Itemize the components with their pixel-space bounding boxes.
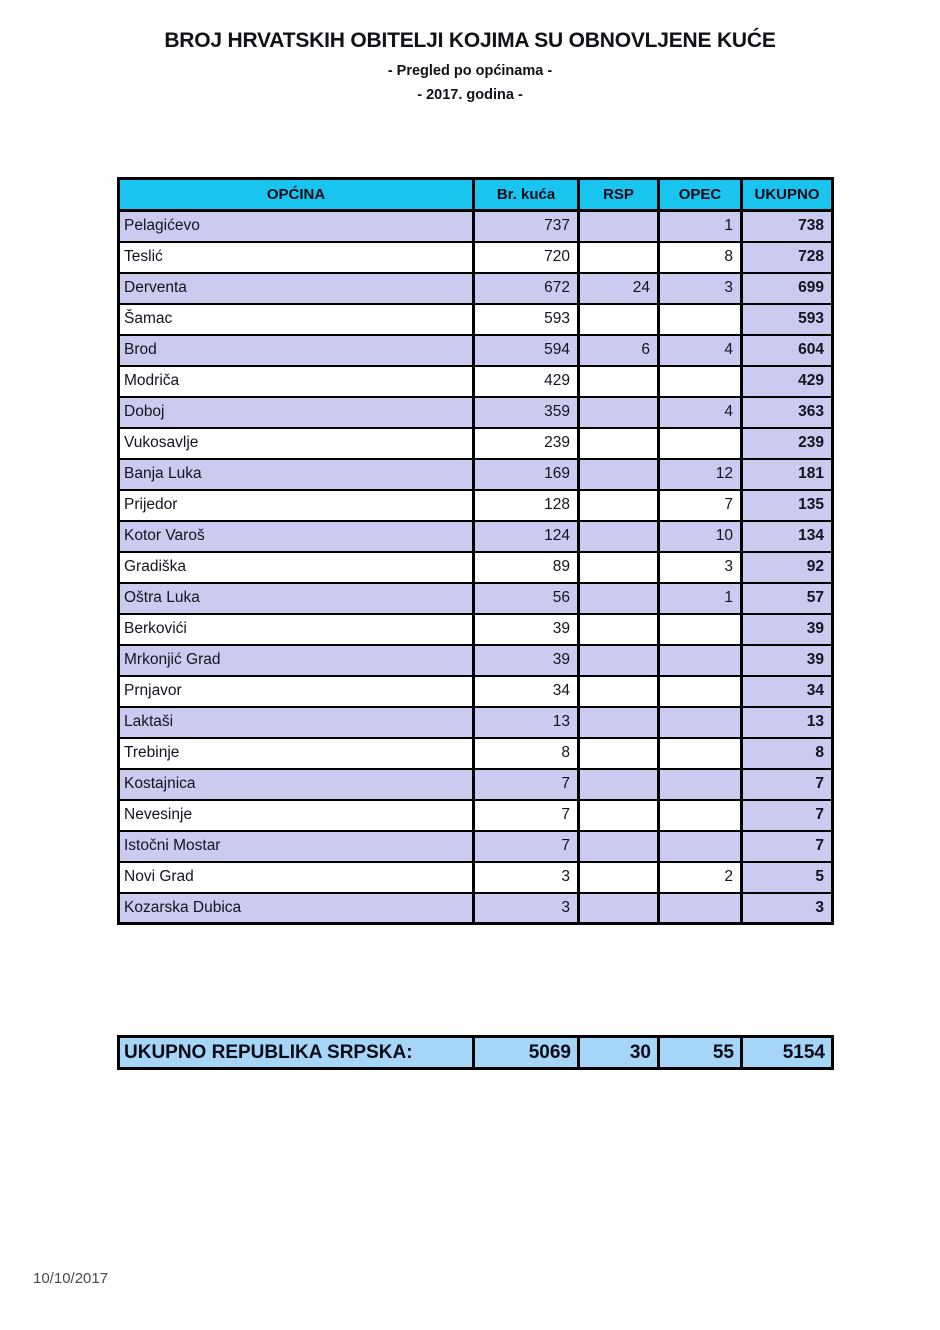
- value-cell: [579, 862, 659, 893]
- value-cell: 34: [474, 676, 579, 707]
- value-cell: [579, 614, 659, 645]
- value-cell: 737: [474, 211, 579, 242]
- value-cell: [579, 800, 659, 831]
- value-cell: [659, 676, 742, 707]
- report-subtitle-year: - 2017. godina -: [417, 87, 523, 103]
- row-total-cell: 7: [742, 769, 833, 800]
- value-cell: [659, 800, 742, 831]
- municipality-cell: Modriča: [119, 366, 474, 397]
- table-row: [119, 893, 833, 924]
- value-cell: 3: [474, 893, 579, 924]
- value-cell: 3: [474, 862, 579, 893]
- value-cell: [659, 893, 742, 924]
- table-row: [119, 800, 833, 831]
- municipality-cell: Trebinje: [119, 738, 474, 769]
- row-total-cell: 5: [742, 862, 833, 893]
- row-total-cell: 135: [742, 490, 833, 521]
- value-cell: 359: [474, 397, 579, 428]
- municipality-cell: Kozarska Dubica: [119, 893, 474, 924]
- value-cell: [659, 738, 742, 769]
- value-cell: 720: [474, 242, 579, 273]
- row-total-cell: 604: [742, 335, 833, 366]
- row-total-cell: 3: [742, 893, 833, 924]
- value-cell: 2: [659, 862, 742, 893]
- table-row: [119, 304, 833, 335]
- municipality-cell: Derventa: [119, 273, 474, 304]
- table-row: [119, 831, 833, 862]
- value-cell: [579, 304, 659, 335]
- value-cell: [579, 428, 659, 459]
- municipality-cell: Istočni Mostar: [119, 831, 474, 862]
- value-cell: 239: [474, 428, 579, 459]
- value-cell: 12: [659, 459, 742, 490]
- grand-total-row: [119, 1037, 833, 1069]
- value-cell: [659, 831, 742, 862]
- value-cell: [579, 490, 659, 521]
- value-cell: [579, 738, 659, 769]
- value-cell: 4: [659, 335, 742, 366]
- value-cell: 1: [659, 211, 742, 242]
- value-cell: [579, 211, 659, 242]
- value-cell: 593: [474, 304, 579, 335]
- value-cell: [579, 831, 659, 862]
- report-subtitle-overview: - Pregled po općinama -: [387, 63, 553, 79]
- grand-total-value: 5154: [742, 1037, 833, 1069]
- municipality-cell: Laktaši: [119, 707, 474, 738]
- value-cell: 169: [474, 459, 579, 490]
- value-cell: 7: [474, 800, 579, 831]
- table-row: [119, 738, 833, 769]
- table-row: [119, 614, 833, 645]
- grand-total-value: 5069: [474, 1037, 579, 1069]
- table-row: [119, 242, 833, 273]
- municipality-cell: Novi Grad: [119, 862, 474, 893]
- table-row: [119, 862, 833, 893]
- value-cell: [659, 645, 742, 676]
- municipality-cell: Pelagićevo: [119, 211, 474, 242]
- value-cell: [659, 366, 742, 397]
- row-total-cell: 699: [742, 273, 833, 304]
- table-row: [119, 707, 833, 738]
- table-row: [119, 769, 833, 800]
- value-cell: [579, 366, 659, 397]
- table-header-row: [119, 179, 833, 211]
- value-cell: 89: [474, 552, 579, 583]
- value-cell: [579, 707, 659, 738]
- value-cell: [659, 304, 742, 335]
- table-row: [119, 335, 833, 366]
- grand-total-value: 55: [659, 1037, 742, 1069]
- row-total-cell: 363: [742, 397, 833, 428]
- value-cell: [579, 583, 659, 614]
- column-header-opec: OPEC: [659, 179, 742, 211]
- row-total-cell: 181: [742, 459, 833, 490]
- row-total-cell: 8: [742, 738, 833, 769]
- municipality-cell: Banja Luka: [119, 459, 474, 490]
- value-cell: 24: [579, 273, 659, 304]
- column-header-rsp: RSP: [579, 179, 659, 211]
- municipality-cell: Kotor Varoš: [119, 521, 474, 552]
- row-total-cell: 7: [742, 800, 833, 831]
- grand-total-table: [117, 1035, 834, 1070]
- municipality-cell: Oštra Luka: [119, 583, 474, 614]
- municipalities-table: [117, 177, 834, 925]
- value-cell: 56: [474, 583, 579, 614]
- municipality-cell: Nevesinje: [119, 800, 474, 831]
- value-cell: 13: [474, 707, 579, 738]
- table-row: [119, 273, 833, 304]
- municipality-cell: Vukosavlje: [119, 428, 474, 459]
- row-total-cell: 239: [742, 428, 833, 459]
- row-total-cell: 593: [742, 304, 833, 335]
- value-cell: [579, 769, 659, 800]
- table-row: [119, 676, 833, 707]
- row-total-cell: 728: [742, 242, 833, 273]
- print-date: 10/10/2017: [33, 1270, 109, 1287]
- row-total-cell: 39: [742, 645, 833, 676]
- municipality-cell: Berkovići: [119, 614, 474, 645]
- value-cell: 4: [659, 397, 742, 428]
- municipality-cell: Mrkonjić Grad: [119, 645, 474, 676]
- row-total-cell: 738: [742, 211, 833, 242]
- table-row: [119, 583, 833, 614]
- table-row: [119, 211, 833, 242]
- table-row: [119, 459, 833, 490]
- column-header-ukupno: UKUPNO: [742, 179, 833, 211]
- value-cell: 3: [659, 273, 742, 304]
- value-cell: [579, 893, 659, 924]
- municipality-cell: Šamac: [119, 304, 474, 335]
- value-cell: 10: [659, 521, 742, 552]
- municipality-cell: Gradiška: [119, 552, 474, 583]
- value-cell: 7: [474, 831, 579, 862]
- value-cell: 3: [659, 552, 742, 583]
- row-total-cell: 92: [742, 552, 833, 583]
- value-cell: [579, 521, 659, 552]
- value-cell: [579, 645, 659, 676]
- value-cell: 594: [474, 335, 579, 366]
- value-cell: [579, 242, 659, 273]
- report-title: BROJ HRVATSKIH OBITELJI KOJIMA SU OBNOVLJENE KUĆE: [164, 29, 776, 52]
- value-cell: 6: [579, 335, 659, 366]
- value-cell: [579, 459, 659, 490]
- row-total-cell: 429: [742, 366, 833, 397]
- row-total-cell: 134: [742, 521, 833, 552]
- municipality-cell: Prijedor: [119, 490, 474, 521]
- municipality-cell: Prnjavor: [119, 676, 474, 707]
- table-row: [119, 645, 833, 676]
- value-cell: 7: [474, 769, 579, 800]
- value-cell: 672: [474, 273, 579, 304]
- column-header-br-ku-a: Br. kuća: [474, 179, 579, 211]
- value-cell: [659, 428, 742, 459]
- value-cell: 39: [474, 614, 579, 645]
- value-cell: [659, 614, 742, 645]
- municipality-cell: Brod: [119, 335, 474, 366]
- column-header-op-ina: OPĆINA: [119, 179, 474, 211]
- value-cell: 1: [659, 583, 742, 614]
- municipality-cell: Doboj: [119, 397, 474, 428]
- row-total-cell: 57: [742, 583, 833, 614]
- municipality-cell: Kostajnica: [119, 769, 474, 800]
- table-row: [119, 490, 833, 521]
- grand-total-value: 30: [579, 1037, 659, 1069]
- value-cell: [579, 397, 659, 428]
- value-cell: 8: [659, 242, 742, 273]
- row-total-cell: 34: [742, 676, 833, 707]
- grand-total-label: UKUPNO REPUBLIKA SRPSKA:: [119, 1037, 474, 1069]
- value-cell: 429: [474, 366, 579, 397]
- table-row: [119, 428, 833, 459]
- table-row: [119, 366, 833, 397]
- value-cell: 7: [659, 490, 742, 521]
- row-total-cell: 39: [742, 614, 833, 645]
- value-cell: [579, 552, 659, 583]
- row-total-cell: 7: [742, 831, 833, 862]
- value-cell: 128: [474, 490, 579, 521]
- table-row: [119, 397, 833, 428]
- table-row: [119, 552, 833, 583]
- table-row: [119, 521, 833, 552]
- row-total-cell: 13: [742, 707, 833, 738]
- value-cell: 39: [474, 645, 579, 676]
- value-cell: [659, 707, 742, 738]
- value-cell: [659, 769, 742, 800]
- value-cell: 8: [474, 738, 579, 769]
- municipality-cell: Teslić: [119, 242, 474, 273]
- value-cell: [579, 676, 659, 707]
- value-cell: 124: [474, 521, 579, 552]
